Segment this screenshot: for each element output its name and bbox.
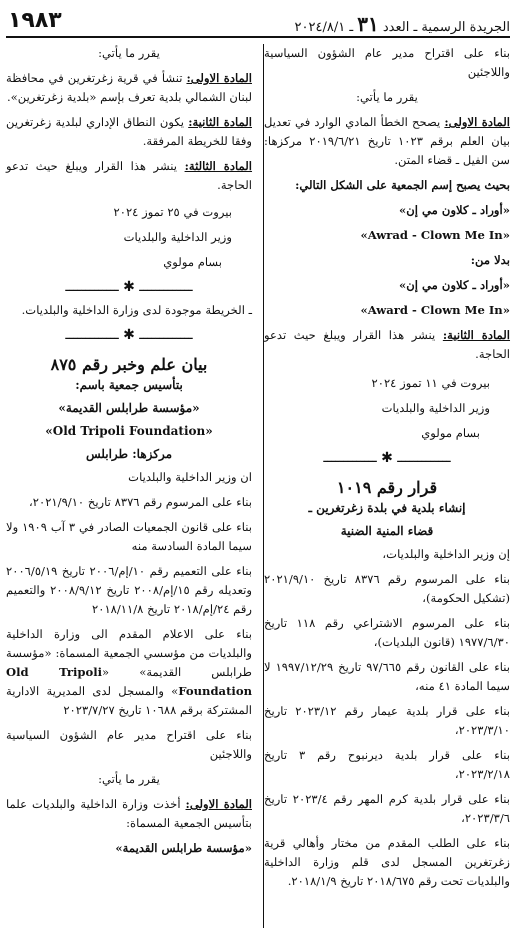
association-name-en: «Awrad - Clown Me In» — [360, 228, 510, 242]
signature-title: وزير الداخلية والبلديات — [123, 230, 232, 244]
notice-subtitle: بتأسيس جمعية باسم: — [75, 378, 183, 392]
paragraph: بحيث يصبح إسم الجمعية على الشكل التالي: — [295, 178, 510, 192]
article-text: ينشر هذا القرار ويبلغ حيث تدعو الحاجة. — [264, 328, 510, 361]
issue-number: ٣١ — [357, 12, 379, 36]
separator: ـــــــــــــ ✱ ـــــــــــــ — [65, 327, 193, 343]
decides-heading: يقرر ما يأتي: — [98, 46, 160, 60]
article-label: المادة الاولى: — [185, 797, 252, 811]
notice-title: بيان علم وخبر رقم ٨٧٥ — [50, 355, 208, 374]
paragraph: بناء على التعميم رقم ١٠/إم/٢٠٠٦ تاريخ ٢٠٠٦/٥/١٩ وتعديله رقم ١٥/إم/٢٠٠٨ تاريخ ٢٠٠٨/٩/١٢ والتعميم رقم ٢٤/إم/٢٠١٨ تاريخ ٢٠١٨/١١/٨ — [6, 564, 252, 616]
article-label: المادة الثالثة: — [184, 159, 253, 173]
association-name-en: «Old Tripoli Foundation» — [45, 424, 213, 438]
association-name-ar: «أوراد ـ كلاون مي إن» — [399, 203, 510, 217]
paragraph: بناء على اقتراح مدير عام الشؤون السياسية واللاجئين — [264, 46, 510, 79]
article-paragraph — [264, 113, 510, 170]
journal-name: الجريدة الرسمية ـ العدد — [382, 20, 510, 35]
article-label: المادة الثانية: — [442, 328, 511, 342]
separator: ـــــــــــــ ✱ ـــــــــــــ — [65, 279, 193, 295]
page-header — [6, 6, 510, 38]
article-label: المادة الاولى: — [444, 115, 511, 129]
signature-date: بيروت في ١١ تموز ٢٠٢٤ — [371, 376, 490, 390]
paragraph: بناء على قرار بلدية عيمار رقم ٢٠٢٣/١٢ تاريخ ٢٠٢٣/٣/١٠، — [264, 704, 510, 737]
paragraph: إن وزير الداخلية والبلديات، — [382, 547, 510, 561]
article-text: ينشر هذا القرار ويبلغ حيث تدعو الحاجة. — [6, 159, 252, 192]
article-paragraph — [6, 795, 252, 833]
paragraph: بناء على المرسوم رقم ٨٣٧٦ تاريخ ٢٠٢١/٩/١٠، — [29, 495, 252, 509]
association-name-ar: «مؤسسة طرابلس القديمة» — [58, 401, 200, 415]
article-label: المادة الاولى: — [186, 71, 252, 85]
paragraph: بناء على قرار بلدية كرم المهر رقم ٢٠٢٣/٤ تاريخ ٢٠٢٣/٣/٦، — [264, 792, 510, 825]
signature-name: بسام مولوي — [163, 255, 222, 269]
article-paragraph — [6, 157, 252, 195]
decision-subtitle: إنشاء بلدية في بلدة زغرتغرين ـ — [308, 501, 466, 515]
paragraph-text: » والمسجل لدى المديرية الادارية المشتركة برقم ١٠٦٨٨ تاريخ ٢٠٢٣/٧/٢٧ — [6, 684, 252, 717]
article-paragraph — [6, 69, 252, 107]
signature-name: بسام مولوي — [421, 426, 480, 440]
association-name-en: «Award - Clown Me In» — [360, 303, 510, 317]
signature-title: وزير الداخلية والبلديات — [381, 401, 490, 415]
paragraph: بناء على اقتراح مدير عام الشؤون السياسية واللاجئين — [6, 728, 252, 761]
journal-header-title: الجريدة الرسمية ـ العدد ٣١ ـ ٢٠٢٤/٨/١ — [294, 12, 510, 36]
notice-location: مركزها: طرابلس — [85, 447, 173, 461]
association-name-ar: «أوراد ـ كلاون مي إن» — [399, 278, 510, 292]
signature-date: بيروت في ٢٥ تموز ٢٠٢٤ — [113, 205, 232, 219]
article-text: يكون النطاق الإداري لبلدية زغرتغرين وفقا للخريطة المرفقة. — [6, 115, 252, 148]
article-text: تنشأ في قرية زغرتغرين في محافظة لبنان الشمالي بلدية تعرف بإسم «بلدية زغرتغرين». — [6, 71, 252, 104]
paragraph — [6, 625, 252, 720]
decision-title: قرار رقم ١٠١٩ — [336, 478, 438, 497]
paragraph: بناء على الطلب المقدم من مختار وأهالي قرية زغرتغرين المسجل لدى قلم وزارة الداخلية والبلديات تحت رقم ٢٠١٨/٦٧٥ تاريخ ٢٠١٨/١/٩. — [264, 836, 510, 888]
footnote: ـ الخريطة موجودة لدى وزارة الداخلية والبلديات. — [21, 303, 252, 317]
paragraph: بناء على قانون الجمعيات الصادر في ٣ آب ١٩٠٩ ولا سيما المادة السادسة منه — [6, 520, 252, 553]
association-name-ar: «مؤسسة طرابلس القديمة» — [115, 841, 252, 855]
paragraph: بناء على القانون رقم ٩٧/٦٦٥ تاريخ ١٩٩٧/١٢/٢٩ لا سيما المادة ٤١ منه، — [264, 660, 510, 693]
paragraph: بناء على المرسوم رقم ٨٣٧٦ تاريخ ٢٠٢١/٩/١٠ (تشكيل الحكومة)، — [264, 572, 510, 605]
decides-heading: يقرر ما يأتي: — [98, 772, 160, 786]
page-number: ١٩٨٣ — [8, 8, 62, 33]
decision-subtitle: قضاء المنية الضنية — [340, 524, 434, 538]
article-paragraph — [6, 113, 252, 151]
paragraph: بدلا من: — [470, 253, 510, 267]
left-column — [6, 44, 252, 864]
article-text: يصحح الخطأ المادي الوارد في تعديل بيان العلم برقم ١٠٢٣ تاريخ ٢٠١٩/٦/٢١ مركزها: سن الفيل ـ قضاء المتن. — [264, 115, 510, 167]
separator: ـــــــــــــ ✱ ـــــــــــــ — [323, 450, 451, 466]
article-paragraph — [264, 326, 510, 364]
right-column — [264, 44, 510, 897]
paragraph: ان وزير الداخلية والبلديات — [128, 470, 252, 484]
decides-heading: يقرر ما يأتي: — [356, 90, 418, 104]
paragraph: بناء على قرار بلدية ديرنبوح رقم ٣ تاريخ ٢٠٢٣/٢/١٨، — [264, 748, 510, 781]
paragraph-text: بناء على الاعلام المقدم الى وزارة الداخلية والبلديات من مؤسسي الجمعية المسماة: «مؤسسة طرابلس القديمة» « — [6, 627, 252, 679]
issue-date: ٢٠٢٤/٨/١ — [294, 20, 346, 35]
association-name-en-inline: Old Tripoli Foundation — [6, 665, 252, 698]
article-text: أخذت وزارة الداخلية والبلديات علما بتأسيس الجمعية المسماة: — [6, 797, 252, 830]
paragraph: بناء على المرسوم الاشتراعي رقم ١١٨ تاريخ ١٩٧٧/٦/٣٠ (قانون البلديات)، — [264, 616, 510, 649]
columns — [6, 38, 510, 928]
article-label: المادة الثانية: — [188, 115, 252, 129]
